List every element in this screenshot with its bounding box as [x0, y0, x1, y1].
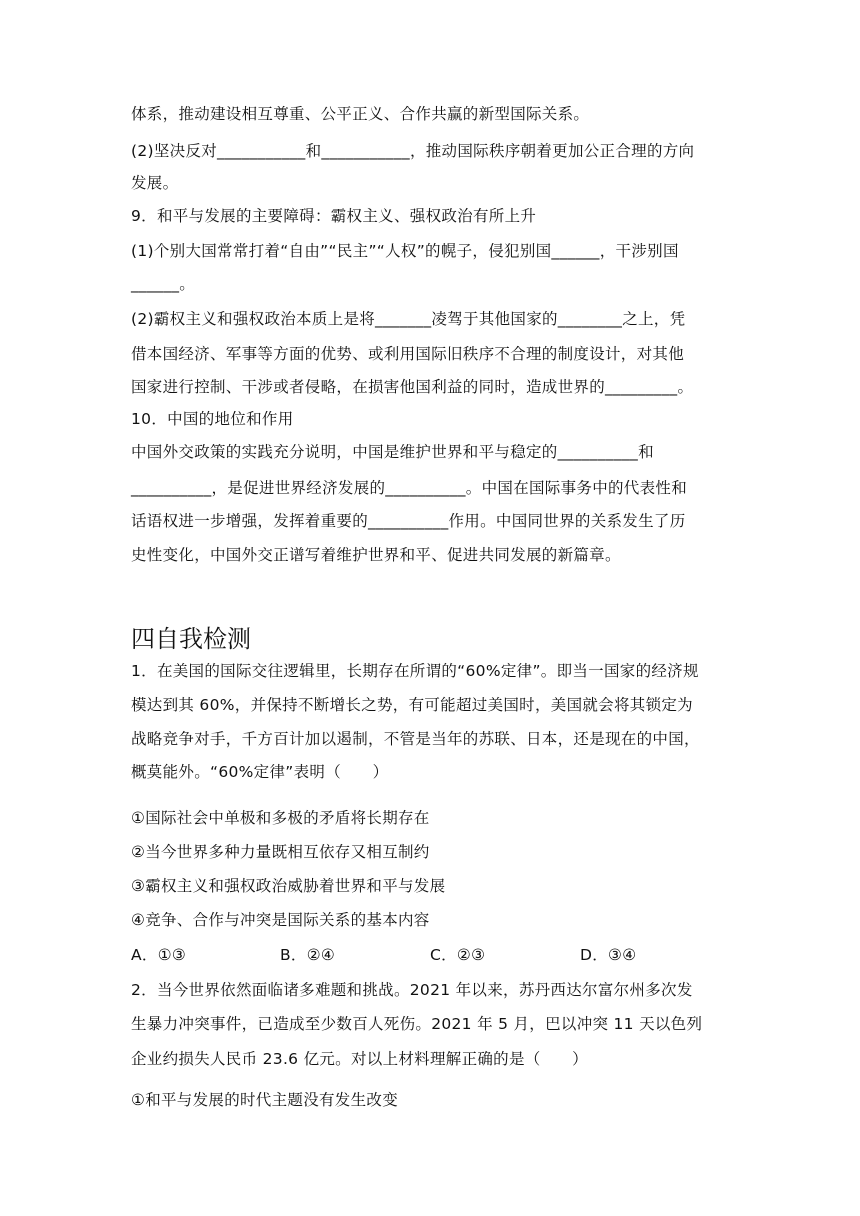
question-stem: 模达到其 60%，并保持不断增长之势，有可能超过美国时，美国就会将其锁定为	[131, 696, 693, 714]
question-stem: 概莫能外。“60%定律”表明（ ）	[131, 763, 389, 781]
text-line: 话语权进一步增强，发挥着重要的__________作用。中国同世界的关系发生了历	[131, 512, 686, 530]
option-d: D．③④	[580, 946, 637, 964]
item-heading: 9．和平与发展的主要障碍：霸权主义、强权政治有所上升	[131, 207, 537, 225]
text-line: 借本国经济、军事等方面的优势、或利用国际旧秩序不合理的制度设计，对其他	[131, 345, 685, 363]
text-line: (2)坚决反对___________和___________，推动国际秩序朝着更加公正合理的方向	[131, 142, 695, 160]
text-line: __________，是促进世界经济发展的__________。中国在国际事务中的代表性和	[131, 479, 688, 497]
question-stem: 生暴力冲突事件，已造成至少数百人死伤。2021 年 5 月，巴以冲突 11 天以色列	[131, 1015, 703, 1033]
statement-item: ④竞争、合作与冲突是国际关系的基本内容	[131, 911, 430, 929]
statement-item: ③霸权主义和强权政治威胁着世界和平与发展	[131, 877, 446, 895]
option-b: B．②④	[280, 946, 336, 964]
question-stem: 2．当今世界依然面临诸多难题和挑战。2021 年以来，苏丹西达尔富尔州多次发	[131, 981, 693, 999]
text-line: 体系，推动建设相互尊重、公平正义、合作共赢的新型国际关系。	[131, 105, 590, 123]
section-title: 四自我检测	[131, 625, 251, 653]
question-stem: 战略竞争对手，千方百计加以遏制，不管是当年的苏联、日本，还是现在的中国，	[131, 730, 700, 748]
question-stem: 企业约损失人民币 23.6 亿元。对以上材料理解正确的是（ ）	[131, 1050, 588, 1068]
question-stem: 1．在美国的国际交往逻辑里，长期存在所谓的“60%定律”。即当一国家的经济规	[131, 662, 699, 680]
text-line: ______。	[131, 275, 196, 293]
statement-item: ①国际社会中单极和多极的矛盾将长期存在	[131, 809, 430, 827]
option-c: C．②③	[430, 946, 486, 964]
text-line: 国家进行控制、干涉或者侵略，在损害他国利益的同时，造成世界的_________。	[131, 378, 694, 396]
statement-item: ①和平与发展的时代主题没有发生改变	[131, 1091, 398, 1109]
text-line: (2)霸权主义和强权政治本质上是将_______凌驾于其他国家的________之上，凭	[131, 310, 686, 328]
text-line: 中国外交政策的实践充分说明，中国是维护世界和平与稳定的__________和	[131, 443, 654, 461]
item-heading: 10．中国的地位和作用	[131, 410, 294, 428]
option-a: A．①③	[131, 946, 187, 964]
text-line: 史性变化，中国外交正谱写着维护世界和平、促进共同发展的新篇章。	[131, 546, 621, 564]
text-line: (1)个别大国常常打着“自由”“民主”“人权”的幌子，侵犯别国______，干涉别国	[131, 242, 679, 260]
text-line: 发展。	[131, 174, 179, 192]
statement-item: ②当今世界多种力量既相互依存又相互制约	[131, 843, 430, 861]
